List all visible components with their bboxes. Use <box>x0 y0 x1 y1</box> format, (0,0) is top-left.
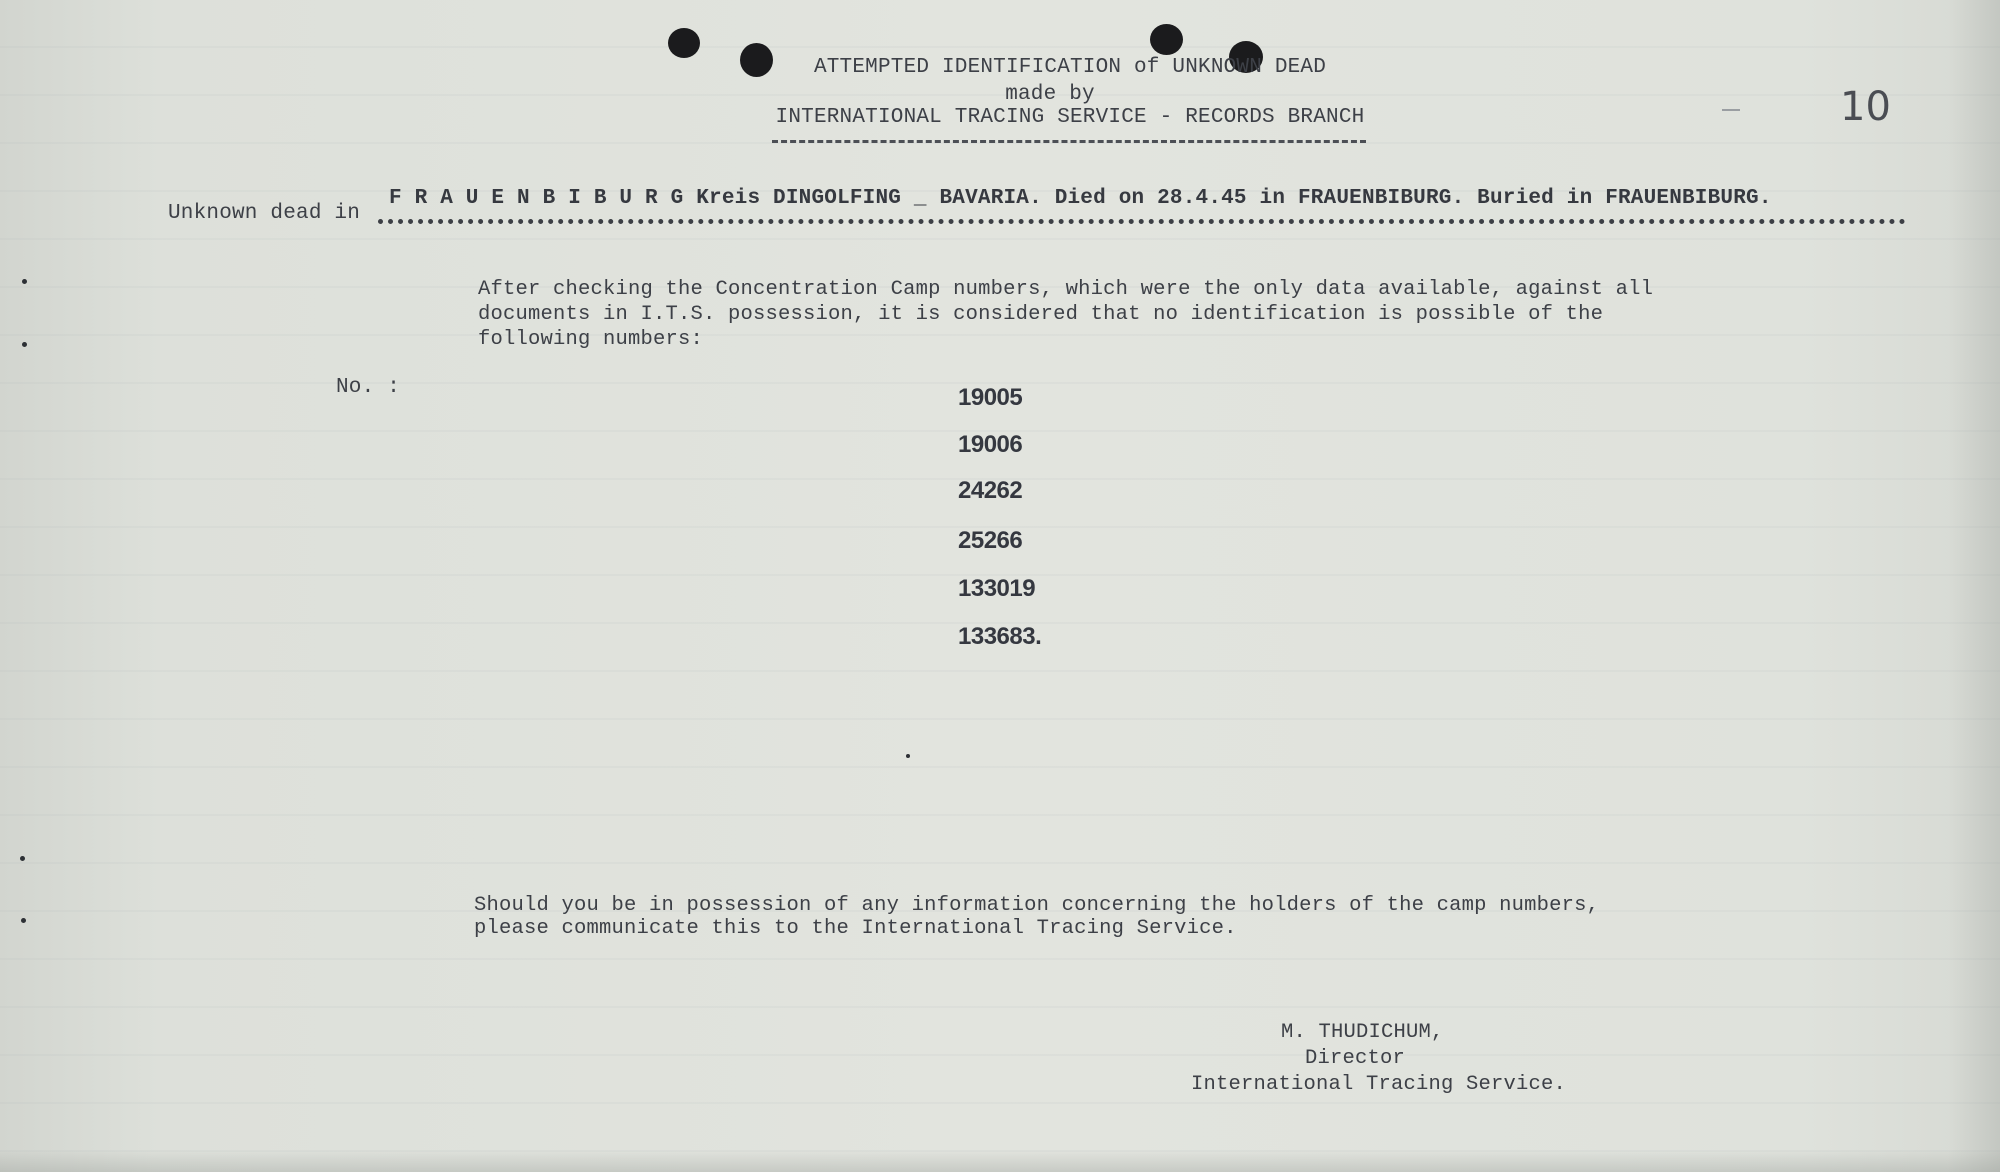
signature-name: M. THUDICHUM, <box>1281 1021 1444 1044</box>
entry-label: Unknown dead in <box>168 202 361 225</box>
closing-paragraph-line: please communicate this to the International Tracing Service. <box>474 917 1237 940</box>
signature-organization: International Tracing Service. <box>1191 1073 1567 1096</box>
paragraph-line: After checking the Concentration Camp numbers, which were the only data available, against all <box>478 278 1654 301</box>
camp-number: 19005 <box>958 384 1023 411</box>
entry-dotted-line <box>378 219 1906 224</box>
margin-mark <box>22 279 27 284</box>
punch-hole <box>668 28 700 58</box>
camp-number: 133683. <box>958 623 1042 650</box>
ink-speck <box>906 754 910 758</box>
margin-dash <box>1722 109 1740 111</box>
page-edge <box>1948 0 2000 1172</box>
closing-paragraph-line: Should you be in possession of any information concerning the holders of the camp numbers, <box>474 894 1600 917</box>
page-bottom-edge <box>0 1150 2000 1172</box>
numbers-label: No. : <box>336 376 401 399</box>
camp-number: 25266 <box>958 527 1023 554</box>
margin-mark <box>21 918 26 923</box>
camp-number: 24262 <box>958 477 1023 504</box>
punch-hole <box>1150 24 1183 55</box>
signature-title: Director <box>1305 1047 1406 1070</box>
header-subtitle: made by <box>1005 83 1095 106</box>
margin-mark <box>22 342 27 347</box>
paragraph-line: documents in I.T.S. possession, it is considered that no identification is possible of the <box>478 303 1604 326</box>
margin-mark <box>20 856 25 861</box>
header-organization: INTERNATIONAL TRACING SERVICE - RECORDS BRANCH <box>775 106 1365 129</box>
header-title: ATTEMPTED IDENTIFICATION of UNKNOWN DEAD <box>813 56 1327 79</box>
page-number: 10 <box>1840 84 1891 130</box>
camp-number: 19006 <box>958 431 1023 458</box>
entry-value: F R A U E N B I B U R G Kreis DINGOLFING _ BAVARIA. Died on 28.4.45 in FRAUENBIBURG. Buried in FRAUENBIBURG. <box>389 187 1772 210</box>
paragraph-line: following numbers: <box>478 328 704 351</box>
header-underline <box>772 140 1366 143</box>
camp-number: 133019 <box>958 575 1036 602</box>
